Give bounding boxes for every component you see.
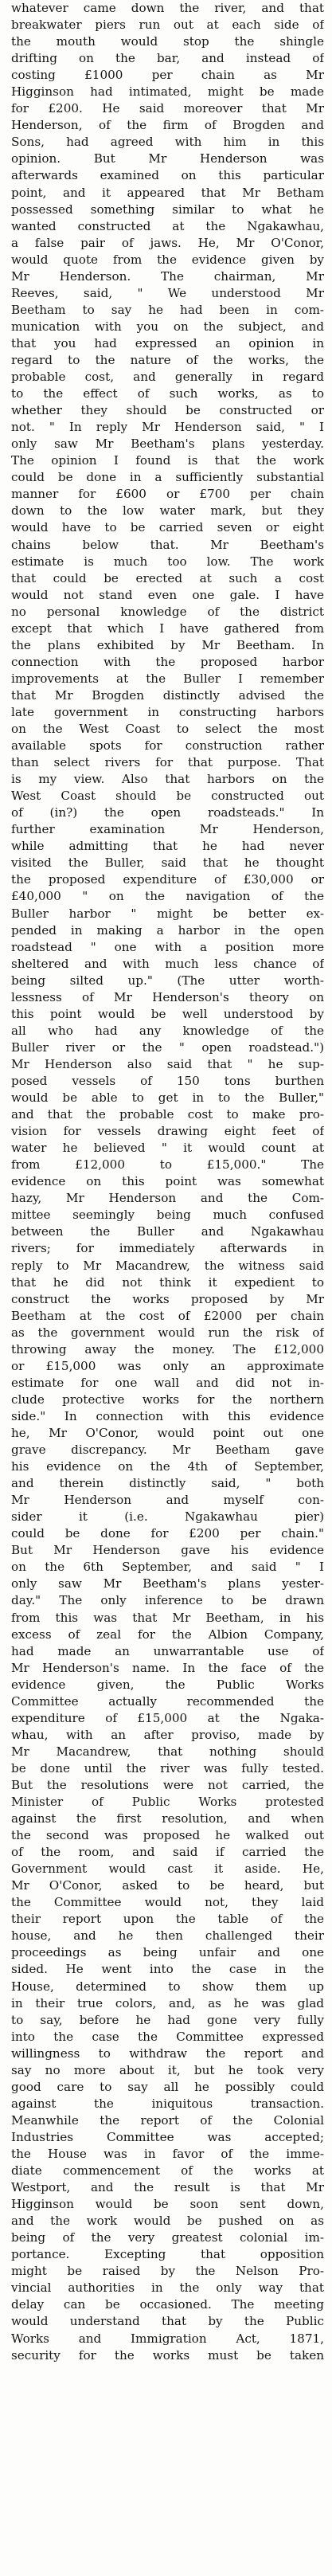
- text-line: roadstead " one with a position more: [11, 939, 324, 954]
- text-line: grave discrepancy. Mr Beetham gave: [11, 1443, 324, 1458]
- text-line: regard to the nature of the works, the: [11, 352, 324, 367]
- text-line: that Mr Brogden distinctly advised the: [11, 687, 324, 703]
- text-line: is my view. Also that harbors on the: [11, 772, 324, 787]
- text-line: House, determined to show them up: [11, 1979, 324, 1994]
- text-line: Higginson had intimated, might be made: [11, 84, 324, 100]
- text-line: late government in constructing harbors: [11, 704, 324, 719]
- text-line: estimate for one wall and did not in-: [11, 1375, 324, 1390]
- text-line: excess of zeal for the Albion Company,: [11, 1627, 324, 1642]
- text-line: construct the works proposed by Mr: [11, 1291, 324, 1306]
- text-line: day." The only inference to be drawn: [11, 1593, 324, 1608]
- text-line: Sons, had agreed with him in this: [11, 135, 324, 150]
- text-line: point, and it appeared that Mr Betham: [11, 185, 324, 200]
- text-line: house, and he then challenged their: [11, 1928, 324, 1944]
- text-line: diate commencement of the works at: [11, 2163, 324, 2179]
- text-line: between the Buller and Ngakawhau: [11, 1224, 324, 1239]
- text-line: while admitting that he had never: [11, 839, 324, 854]
- text-line: But the resolutions were not carried, the: [11, 1777, 324, 1792]
- text-line: Mr O'Conor, asked to be heard, but: [11, 1878, 324, 1893]
- text-line: would not stand even one gale. I have: [11, 587, 324, 602]
- text-line: Minister of Public Works protested: [11, 1795, 324, 1810]
- text-line: sider it (i.e. Ngakawhau pier): [11, 1509, 324, 1525]
- text-line: Mr Henderson. The chairman, Mr: [11, 268, 324, 284]
- text-line: vision for vessels drawing eight feet of: [11, 1124, 324, 1139]
- text-line: their report upon the table of the: [11, 1912, 324, 1927]
- text-line: only saw Mr Beetham's plans yester-: [11, 1576, 324, 1591]
- text-line: hazy, Mr Henderson and the Com-: [11, 1191, 324, 1206]
- text-line: down to the low water mark, but they: [11, 503, 324, 519]
- text-line: being of the very greatest colonial im-: [11, 2230, 324, 2245]
- text-line: rivers; for immediately afterwards in: [11, 1241, 324, 1256]
- text-line: of the room, and said if carried the: [11, 1845, 324, 1860]
- text-line: whau, with an after proviso, made by: [11, 1727, 324, 1742]
- text-line: available spots for construction rather: [11, 738, 324, 754]
- text-line: willingness to withdraw the report and: [11, 2046, 324, 2061]
- text-line: throwing away the money. The £12,000: [11, 1341, 324, 1357]
- text-line: sided. He went into the case in the: [11, 1962, 324, 1977]
- text-line: Industries Committee was accepted;: [11, 2129, 324, 2144]
- text-line: the second was proposed he walked out: [11, 1828, 324, 1843]
- text-line: connection with the proposed harbor: [11, 654, 324, 669]
- text-line: against the iniquitous transaction.: [11, 2096, 324, 2111]
- text-line: whether they should be constructed or: [11, 403, 324, 418]
- text-line: portance. Excepting that opposition: [11, 2247, 324, 2262]
- text-line: no personal knowledge of the district: [11, 604, 324, 619]
- text-line: vincial authorities in the only way that: [11, 2280, 324, 2296]
- text-line: and that the probable cost to make pro-: [11, 1107, 324, 1122]
- text-line: afterwards examined on this particular: [11, 168, 324, 183]
- text-line: against the first resolution, and when: [11, 1811, 324, 1826]
- text-line: would have to be carried seven or eight: [11, 520, 324, 535]
- text-line: Mr Henderson and myself con-: [11, 1493, 324, 1508]
- text-line: except that which I have gathered from: [11, 621, 324, 636]
- text-line: evidence on this point was somewhat: [11, 1174, 324, 1189]
- text-line: the mouth would stop the shingle: [11, 34, 324, 49]
- text-line: West Coast should be constructed out: [11, 789, 324, 804]
- text-line: further examination Mr Henderson,: [11, 822, 324, 837]
- text-line: to say, before he had gone very fully: [11, 2012, 324, 2027]
- text-line: clude protective works for the northern: [11, 1392, 324, 1407]
- text-line: proceedings as being unfair and one: [11, 1945, 324, 1960]
- text-line: to the effect of such works, as to: [11, 386, 324, 401]
- text-line: the House was in favor of the imme-: [11, 2147, 324, 2161]
- text-line: Henderson, of the firm of Brogden and: [11, 118, 324, 133]
- text-line: this point would be well understood by: [11, 1006, 324, 1021]
- text-line: The opinion I found is that the work: [11, 453, 324, 468]
- text-line: not. " In reply Mr Henderson said, " I: [11, 420, 324, 435]
- text-line: Works and Immigration Act, 1871,: [11, 2331, 324, 2346]
- text-line: delay can be occasioned. The meeting: [11, 2297, 324, 2312]
- text-line: from £12,000 to £15,000." The: [11, 1157, 324, 1173]
- text-line: mittee seemingly being much confused: [11, 1208, 324, 1223]
- article-text: [11, 0, 324, 2364]
- text-line: Mr Macandrew, that nothing should: [11, 1744, 324, 1759]
- text-line: Beetham at the cost of £2000 per chain: [11, 1308, 324, 1323]
- text-line: reply to Mr Macandrew, the witness said: [11, 1258, 324, 1273]
- text-line: or £15,000 was only an approximate: [11, 1358, 324, 1373]
- text-line: all who had any knowledge of the: [11, 1023, 324, 1038]
- text-line: expenditure of £15,000 at the Ngaka-: [11, 1710, 324, 1725]
- text-line: the Committee would not, they laid: [11, 1895, 324, 1910]
- text-line: costing £1000 per chain as Mr: [11, 68, 324, 83]
- text-line: estimate is much too low. The work: [11, 554, 324, 569]
- text-line: Reeves, said, " We understood Mr: [11, 285, 324, 300]
- text-line: good care to say all he possibly could: [11, 2079, 324, 2094]
- text-line: Beetham to say he had been in com-: [11, 302, 324, 317]
- text-line: say no more about it, but he took very: [11, 2062, 324, 2077]
- text-line: could be done for £200 per chain.": [11, 1526, 324, 1541]
- text-line: manner for £600 or £700 per chain: [11, 487, 324, 502]
- text-line: had made an unwarrantable use of: [11, 1643, 324, 1658]
- text-line: sheltered and with much less chance of: [11, 956, 324, 971]
- text-line: of (in?) the open roadsteads." In: [11, 805, 324, 820]
- text-line: being silted up." (The utter worth-: [11, 973, 324, 988]
- text-line: munication with you on the subject, and: [11, 319, 324, 334]
- text-line: Mr Henderson's name. In the face of the: [11, 1660, 324, 1675]
- text-line: Buller harbor " might be better ex-: [11, 906, 324, 921]
- text-line: £40,000 " on the navigation of the: [11, 889, 324, 904]
- text-line: in their true colors, and, as he was glad: [11, 1995, 324, 2010]
- text-line: security for the works must be taken: [11, 2347, 324, 2363]
- text-line: the proposed expenditure of £30,000 or: [11, 872, 324, 887]
- text-line: side." In connection with this evidence: [11, 1408, 324, 1423]
- text-line: improvements at the Buller I remember: [11, 671, 324, 686]
- text-line: into the case the Committee expressed: [11, 2029, 324, 2044]
- text-line: as the government would run the risk of: [11, 1325, 324, 1340]
- text-line: Mr Henderson also said that " he sup-: [11, 1056, 324, 1071]
- text-line: visited the Buller, said that he thought: [11, 855, 324, 871]
- text-line: lessness of Mr Henderson's theory on: [11, 989, 324, 1004]
- text-line: be done until the river was fully tested.: [11, 1760, 324, 1775]
- text-line: pended in making a harbor in the open: [11, 922, 324, 938]
- text-line: a false pair of jaws. He, Mr O'Conor,: [11, 235, 324, 250]
- text-line: Higginson would be soon sent down,: [11, 2197, 324, 2212]
- text-line: for £200. He said moreover that Mr: [11, 101, 324, 116]
- text-line: on the West Coast to select the most: [11, 722, 324, 737]
- text-line: he, Mr O'Conor, would point out one: [11, 1425, 324, 1440]
- text-line: possessed something similar to what he: [11, 202, 324, 217]
- text-line: opinion. But Mr Henderson was: [11, 151, 324, 166]
- text-line: water he believed " it would count at: [11, 1141, 324, 1156]
- text-line: Government would cast it aside. He,: [11, 1862, 324, 1877]
- text-line: drifting on the bar, and instead of: [11, 51, 324, 66]
- text-line: chains below that. Mr Beetham's: [11, 537, 324, 552]
- text-line: But Mr Henderson gave his evidence: [11, 1543, 324, 1558]
- text-line: Westport, and the result is that Mr: [11, 2180, 324, 2195]
- text-line: from this was that Mr Beetham, in his: [11, 1610, 324, 1625]
- text-line: only saw Mr Beetham's plans yesterday.: [11, 437, 324, 452]
- text-line: that you had expressed an opinion in: [11, 335, 324, 350]
- text-line: than select rivers for that purpose. That: [11, 755, 324, 770]
- text-line: would understand that by the Public: [11, 2314, 324, 2329]
- text-line: posed vessels of 150 tons burthen: [11, 1074, 324, 1088]
- text-line: Committee actually recommended the: [11, 1693, 324, 1709]
- text-line: that could be erected at such a cost: [11, 570, 324, 585]
- text-line: could be done in a sufficiently substantial: [11, 470, 324, 485]
- text-line: his evidence on the 4th of September,: [11, 1459, 324, 1474]
- text-line: might be raised by the Nelson Pro-: [11, 2264, 324, 2279]
- text-line: Meanwhile the report of the Colonial: [11, 2112, 324, 2128]
- text-line: would be able to get in to the Buller,": [11, 1090, 324, 1106]
- text-line: breakwater piers run out at each side of: [11, 18, 324, 33]
- text-line: wanted constructed at the Ngakawhau,: [11, 218, 324, 233]
- text-line: and therein distinctly said, " both: [11, 1476, 324, 1491]
- text-line: on the 6th September, and said " I: [11, 1560, 324, 1575]
- text-line: the plans exhibited by Mr Beetham. In: [11, 637, 324, 652]
- text-line: Buller river or the " open roadstead."): [11, 1039, 324, 1055]
- text-line: whatever came down the river, and that: [11, 1, 324, 15]
- text-line: probable cost, and generally in regard: [11, 370, 324, 385]
- text-line: evidence given, the Public Works: [11, 1677, 324, 1692]
- text-line: that he did not think it expedient to: [11, 1274, 324, 1290]
- text-line: would quote from the evidence given by: [11, 252, 324, 267]
- text-line: and the work would be pushed on as: [11, 2214, 324, 2229]
